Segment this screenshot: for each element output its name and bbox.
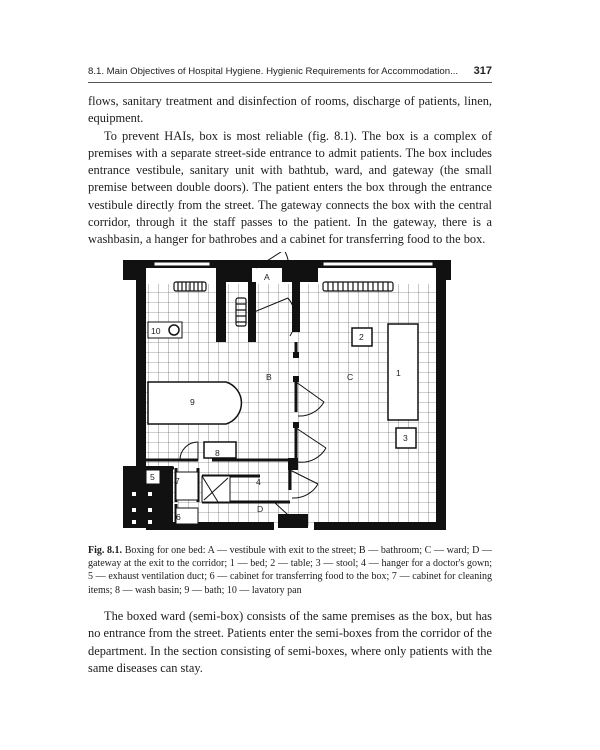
label-hanger: 4 <box>256 477 261 487</box>
outro-text <box>88 608 492 677</box>
label-bath: 9 <box>190 397 195 407</box>
intro-text <box>88 93 492 249</box>
wash-basin <box>204 442 236 458</box>
caption-text: Boxing for one bed: A — vestibule with exit to the street; B — bathroom; C — ward; D — gateway at the exit to the corridor; 1 — bed; 2 — table; 3 — stool; 4 — hanger for a doctor's gown; 5 — exhaust ventilation duct; 6 — cabinet for transferring food to the box; 7 — cabinet for cleaning items; 8 — wash basin; 9 — bath; 10 — lavatory pan <box>88 545 493 596</box>
label-table: 2 <box>359 332 364 342</box>
running-title: 8.1. Main Objectives of Hospital Hygiene. Hygienic Requirements for Accommodation... <box>88 66 459 77</box>
bed <box>388 324 418 420</box>
caption-lead: Fig. 8.1. <box>88 545 123 556</box>
label-stool: 3 <box>403 433 408 443</box>
gateway-fixtures <box>202 476 230 502</box>
label-room-a: A <box>264 272 270 282</box>
paragraph-continued: flows, sanitary treatment and disinfection of rooms, discharge of patients, linen, equipment. <box>88 94 492 126</box>
paragraph-box-description: To prevent HAIs, box is most reliable (fig. 8.1). The box is a complex of premises with a separate street-side entrance to admit patients. The box includes entrance vestibule, sanitary unit with bathtub, ward, and gateway (the small premise between double doors). The patient enters the box through the entrance vestibule directly from the street. The gateway connects the box with the central corridor, through it the staff passes to the patient. In the gateway, there is a washbasin, a hanger for bathrobes and a cabinet for transferring food to the box. <box>88 128 492 247</box>
header-rule <box>88 82 492 83</box>
floor-plan-figure <box>118 252 458 542</box>
floor-plan-drawing <box>118 252 458 542</box>
exhaust-duct <box>123 466 173 528</box>
page-number: 317 <box>473 65 492 77</box>
label-room-b: B <box>266 372 272 382</box>
figure-caption <box>88 544 492 597</box>
label-room-c: C <box>347 372 354 382</box>
label-duct: 5 <box>150 472 155 482</box>
label-room-d: D <box>257 504 264 514</box>
paragraph-semi-box: The boxed ward (semi-box) consists of the same premises as the box, but has no entrance from the street. Patients enter the semi-boxes from the corridor of the department. In the section consisting of semi-boxes, where only patients with the same diseases can stay. <box>88 609 492 675</box>
label-lavatory: 10 <box>151 326 161 336</box>
running-header <box>88 66 492 80</box>
label-food-cabinet: 6 <box>176 512 181 522</box>
label-bed: 1 <box>396 368 401 378</box>
label-wash-basin: 8 <box>215 448 220 458</box>
label-cleaning-cabinet: 7 <box>175 476 180 486</box>
